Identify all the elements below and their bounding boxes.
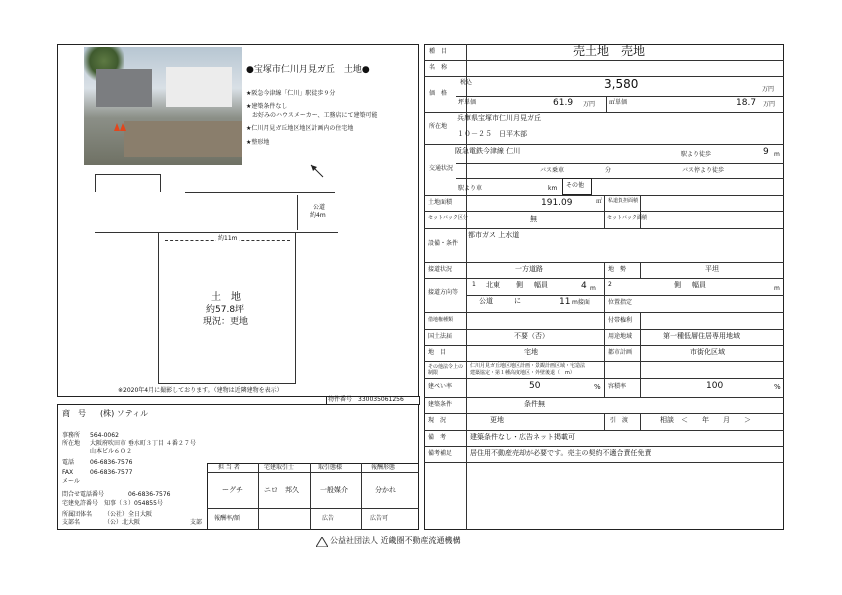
national-land: 不要（否） [514, 332, 549, 340]
bullet-5: ★整形地 [246, 139, 270, 146]
bullet-1: ★阪急今津線「仁川」駅徒歩９分 [246, 90, 336, 97]
bus-walk-label: バス停より徒歩 [682, 167, 725, 174]
road-contact-label: m接面 [572, 299, 590, 306]
headline: ●宝塚市仁川月見ガ丘 土地● [246, 65, 370, 75]
location-2: １０－２５ 日平木部 [457, 130, 527, 138]
mail-label: メール [62, 478, 80, 485]
staff-value-1: ーグチ [222, 486, 243, 494]
national-land-label: 国土法届 [428, 333, 453, 340]
bus-label: バス乗車 [540, 167, 565, 174]
office-label: 事務所 [62, 432, 81, 439]
doc-number: 330035061256 [358, 396, 404, 403]
handover: 相談 ＜ 年 月 ＞ [660, 416, 751, 424]
road1-unit: m [590, 285, 596, 292]
city-plan: 市街化区域 [690, 348, 725, 356]
staff-header-3: 取引態様 [318, 464, 343, 471]
lot-status: 現況：更地 [203, 317, 249, 327]
price-label: 価 格 [429, 90, 448, 97]
ad-label: 広告 [322, 515, 335, 522]
license: 知事（３）054855号 [104, 500, 163, 507]
branch-label: 支部名 [62, 519, 81, 526]
other-limit-label: その他法令上の制限 [428, 364, 464, 376]
price-tax: 税込 [460, 79, 473, 86]
office-zip: 564-0062 [90, 432, 119, 439]
setback-value: 無 [530, 215, 537, 223]
staff-header-1: 担 当 者 [218, 464, 240, 471]
status-label: 現 況 [428, 417, 447, 424]
ad-value: 広告可 [370, 515, 389, 522]
bullet-2: ★建築条件なし [246, 103, 288, 110]
setback-area-label: セットバック面積 [607, 215, 647, 221]
footer-org: 公益社団法人 近畿圏不動産流通機構 [330, 536, 461, 545]
tel-label: 電話 [62, 459, 75, 466]
land-area-unit: ㎡ [596, 198, 603, 205]
handover-label: 引 渡 [610, 417, 629, 424]
build-cond: 条件無 [524, 400, 545, 408]
remarks2: 居住用不動産売却が必要です。売主の契約不適合責任免責 [470, 449, 652, 457]
fax-label: FAX [62, 469, 74, 476]
lot-area: 約57.8坪 [206, 305, 245, 315]
far-unit: % [774, 383, 781, 391]
road-line-upper [95, 174, 160, 175]
type-value: 売土地 売地 [573, 44, 646, 58]
staff-value-3: 一般媒介 [320, 486, 348, 494]
location-1: 兵庫県宝塚市仁川月見ガ丘 [457, 114, 541, 122]
category-label: 地 目 [428, 349, 447, 356]
remarks: 建築条件なし・広告ネット掲載可 [470, 433, 575, 441]
price-unit: 万円 [762, 86, 775, 93]
car-label: 駅より車 [458, 185, 483, 192]
walk-label: 駅より徒歩 [681, 151, 712, 158]
road-edge-right [160, 174, 161, 192]
facility-label: 設備・条件 [428, 240, 459, 247]
m2-unit: 万円 [763, 101, 776, 108]
photo-note: ※2020年4月に撮影しております。（建物は近隣建物を表示） [118, 387, 283, 394]
road1-no: 1 [472, 281, 476, 288]
trade-label: 商 号 [62, 409, 86, 418]
far: 100 [706, 381, 724, 391]
setback-label: セットバック区分 [428, 215, 468, 221]
land-rights-label: 借地権種類 [428, 317, 454, 323]
other-limit-1: 仁川月見ガ丘地区地区計画・景観計画区域・宅造法 [470, 363, 586, 369]
staff-value-4: 分かれ [375, 486, 396, 494]
road1-width: 4 [581, 281, 587, 291]
facility-value: 都市ガス 上水道 [468, 231, 520, 239]
staff-header-2: 宅建取引士 [264, 464, 295, 471]
bcr: 50 [529, 381, 541, 391]
car-unit: km [548, 185, 558, 192]
doc-number-label: 物件番号 [328, 396, 353, 403]
road-designation-label: 位置指定 [608, 299, 633, 306]
tsubo-value: 61.9 [553, 98, 574, 108]
road-width-arrow [297, 195, 298, 230]
type-label: 種 目 [429, 48, 448, 55]
bus-unit: 分 [605, 167, 612, 174]
road-line-upper-right [185, 192, 335, 193]
road-status: 一方道路 [515, 265, 543, 273]
fax: 06-6836-7577 [90, 469, 133, 476]
station: 阪急電鉄今津線 仁川 [455, 147, 521, 155]
trade-name: (株) ソティル [100, 409, 149, 418]
tel: 06-6836-7576 [90, 459, 133, 466]
compass-icon [309, 163, 325, 179]
use-zone-label: 用途地域 [608, 333, 633, 340]
road2-side: 側 [674, 281, 681, 289]
road2-no: 2 [608, 281, 612, 288]
land-area: 191.09 [541, 198, 573, 208]
location-label: 所在地 [429, 123, 448, 130]
land-area-label: 土地面積 [428, 199, 453, 206]
road-width: 約4m [310, 212, 326, 219]
bcr-unit: % [594, 383, 601, 391]
property-photo [84, 47, 242, 165]
branch-suffix: 支部 [190, 519, 203, 526]
other-label: その他 [566, 182, 585, 189]
tsubo-unit: 万円 [583, 101, 596, 108]
road2-width-label: 幅員 [692, 281, 706, 289]
walk-value: 9 [763, 147, 769, 157]
branch: （公）北大阪 [104, 519, 141, 526]
other-limit-2: 建築協定・第１種高度地区・外壁後退（ m） [470, 370, 575, 376]
bcr-label: 建ぺい率 [428, 383, 453, 390]
road-contact: 11 [559, 297, 571, 307]
road-status-label: 接道状況 [428, 266, 453, 273]
lease-label: 付帯権利 [608, 317, 633, 324]
bullet-3: お好みのハウスメーカー、工務店にて建築可能 [246, 112, 378, 119]
road-ni: に [514, 297, 521, 305]
category: 宅地 [524, 348, 538, 356]
walk-unit: m [774, 151, 780, 158]
terrain-label: 地 勢 [608, 266, 627, 273]
remarks-label: 備 考 [428, 434, 447, 441]
association-label: 所属団体名 [62, 511, 93, 518]
bullet-4: ★仁川月見ガ丘地区地区計画内の住宅地 [246, 125, 354, 132]
traffic-label: 交通状況 [429, 165, 454, 172]
staff-value-2: ニロ 邦久 [264, 486, 299, 494]
remarks2-label: 備考補足 [428, 450, 453, 457]
name-label: 名 称 [429, 64, 448, 71]
reward-label: 報酬率/額 [214, 515, 241, 522]
staff-header-4: 報酬形態 [371, 464, 396, 471]
private-road-label: 私道負担面積 [608, 198, 639, 204]
status: 更地 [490, 416, 504, 424]
road1-width-label: 幅員 [534, 281, 548, 289]
m2-value: 18.7 [736, 98, 757, 108]
far-label: 容積率 [608, 383, 627, 390]
address-line-1: 大阪府吹田市 垂水町３丁目 ４番２７号 [90, 440, 196, 447]
association: （公社）全日大阪 [104, 511, 153, 518]
road2-unit: m [774, 285, 780, 292]
address-label: 所在地 [62, 440, 81, 447]
terrain: 平坦 [705, 265, 719, 273]
lot-title: 土 地 [211, 292, 241, 303]
road1-side: 側 [516, 281, 523, 289]
inquiry-tel: 06-6836-7576 [128, 491, 171, 498]
inquiry-label: 問合せ電話番号 [62, 491, 105, 498]
road1-dir: 北東 [486, 281, 500, 289]
road-public: 公道 [479, 297, 493, 305]
address-line-2: 山本ビル６０２ [90, 448, 133, 455]
road-label: 公道 [313, 204, 326, 211]
build-cond-label: 建築条件 [428, 401, 453, 408]
license-label: 宅建免許番号 [62, 500, 99, 507]
price: 3,580 [604, 77, 639, 91]
use-zone: 第一種低層住居専用地域 [663, 332, 740, 340]
road-edge-left [95, 174, 96, 192]
road-dir-label: 接道方向等 [428, 289, 459, 296]
city-plan-label: 都市計画 [608, 349, 633, 356]
org-logo-icon [316, 537, 328, 547]
lot-dimension: 約11m [218, 235, 238, 242]
m2-label: ㎡単価 [609, 99, 628, 106]
tsubo-label: 坪単価 [458, 99, 477, 106]
